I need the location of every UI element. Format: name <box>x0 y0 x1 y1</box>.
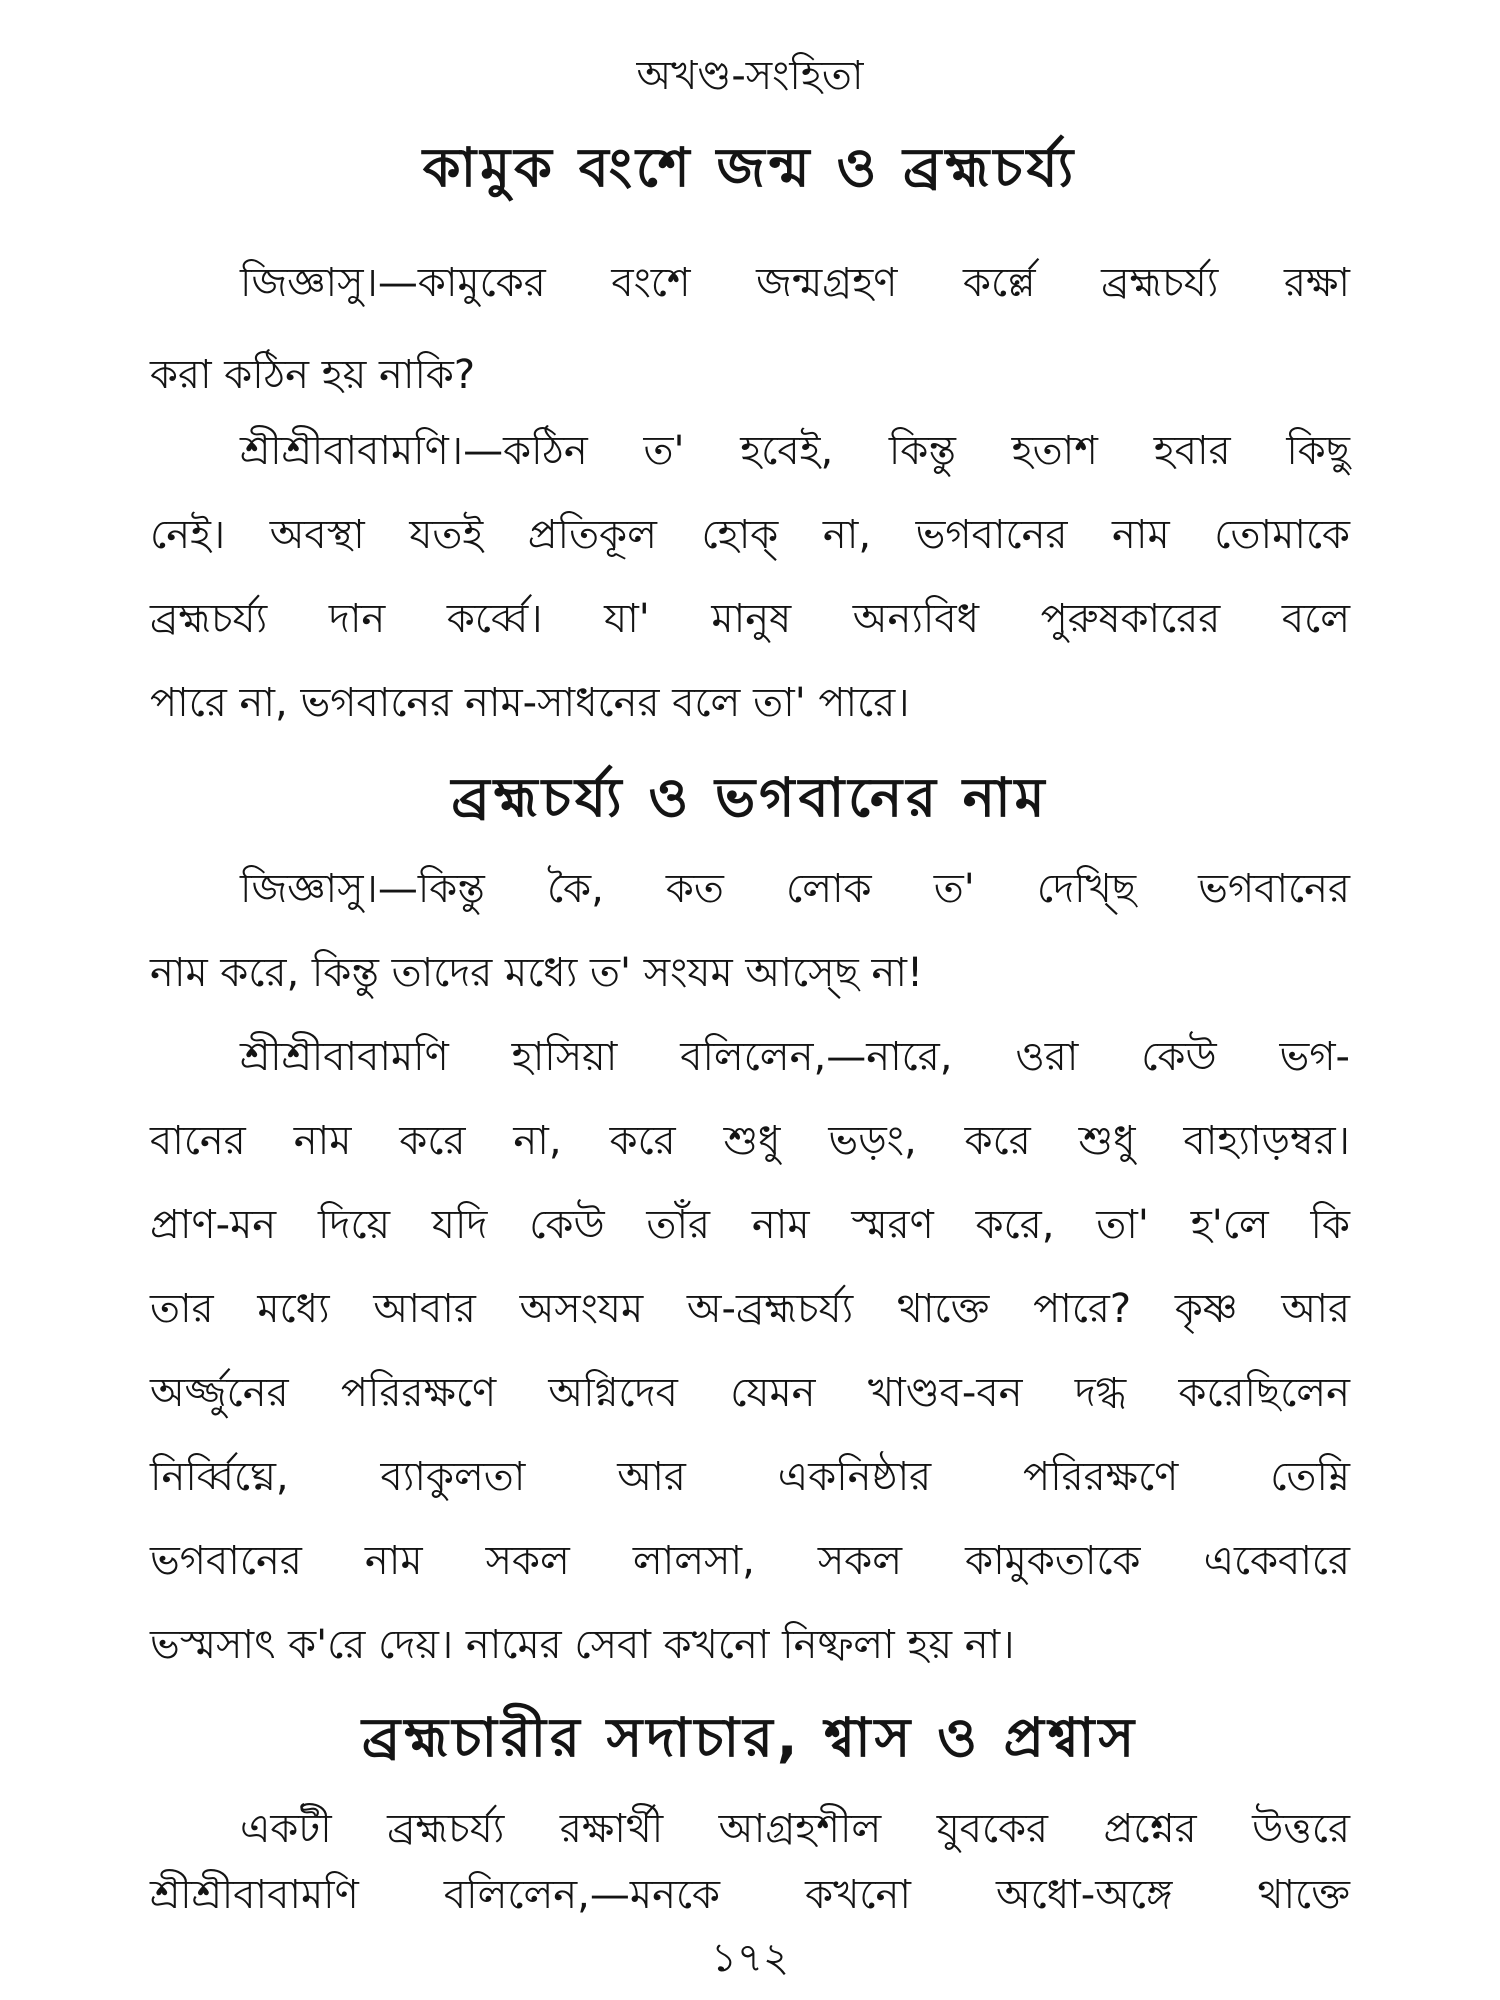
paragraph-line: প্রাণ-মন দিয়ে যদি কেউ তাঁর নাম স্মরণ করে, তা' হ'লে কি <box>150 1202 1350 1248</box>
paragraph-line: একটী ব্রহ্মচর্য্য রক্ষার্থী আগ্রহশীল যুবকের প্রশ্নের উত্তরে <box>240 1806 1350 1852</box>
paragraph-line: অর্জ্জুনের পরিরক্ষণে অগ্নিদেব যেমন খাণ্ডব-বন দগ্ধ করেছিলেন <box>150 1370 1350 1416</box>
paragraph-line: শ্রীশ্রীবাবামণি।—কঠিন ত' হবেই, কিন্তু হতাশ হবার কিছু <box>240 428 1350 474</box>
paragraph-line: নেই। অবস্থা যতই প্রতিকূল হোক্ না, ভগবানের নাম তোমাকে <box>150 512 1350 558</box>
paragraph-line: শ্রীশ্রীবাবামণি হাসিয়া বলিলেন,—নারে, ওরা কেউ ভগ- <box>240 1034 1350 1080</box>
paragraph-line: করা কঠিন হয় নাকি? <box>150 352 476 398</box>
section-heading: ব্রহ্মচারীর সদাচার, শ্বাস ও প্রশ্বাস <box>361 1706 1139 1769</box>
paragraph-line: ভস্মসাৎ ক'রে দেয়। নামের সেবা কখনো নিষ্ফলা হয় না। <box>150 1622 1015 1668</box>
paragraph-line: তার মধ্যে আবার অসংযম অ-ব্রহ্মচর্য্য থাক্তে পারে? কৃষ্ণ আর <box>150 1286 1350 1332</box>
paragraph-line: শ্রীশ্রীবাবামণি বলিলেন,—মনকে কখনো অধো-অঙ্গে থাক্তে <box>150 1872 1350 1918</box>
running-head: অখণ্ড-সংহিতা <box>636 53 864 99</box>
paragraph-line: বানের নাম করে না, করে শুধু ভড়ং, করে শুধু বাহ্যাড়ম্বর। <box>150 1118 1350 1164</box>
paragraph-line: জিজ্ঞাসু।—কিন্তু কৈ, কত লোক ত' দেখ্ছি ভগবানের <box>240 866 1350 912</box>
paragraph-line: নাম করে, কিন্তু তাদের মধ্যে ত' সংযম আস্ছে না! <box>150 950 923 996</box>
paragraph-line: ভগবানের নাম সকল লালসা, সকল কামুকতাকে একেবারে <box>150 1538 1350 1584</box>
paragraph-line: নির্ব্বিঘ্নে, ব্যাকুলতা আর একনিষ্ঠার পরিরক্ষণে তেম্নি <box>150 1454 1350 1500</box>
paragraph-line: ব্রহ্মচর্য্য দান কর্ব্বে। যা' মানুষ অন্যবিধ পুরুষকারের বলে <box>150 596 1350 642</box>
section-heading: ব্রহ্মচর্য্য ও ভগবানের নাম <box>451 766 1049 829</box>
paragraph-line: পারে না, ভগবানের নাম-সাধনের বলে তা' পারে। <box>150 680 910 726</box>
paragraph-line: জিজ্ঞাসু।—কামুকের বংশে জন্মগ্রহণ কর্ল্লে ব্রহ্মচর্য্য রক্ষা <box>240 260 1350 306</box>
section-heading: কামুক বংশে জন্ম ও ব্রহ্মচর্য্য <box>422 136 1078 199</box>
page-number: ১৭২ <box>711 1935 789 1981</box>
